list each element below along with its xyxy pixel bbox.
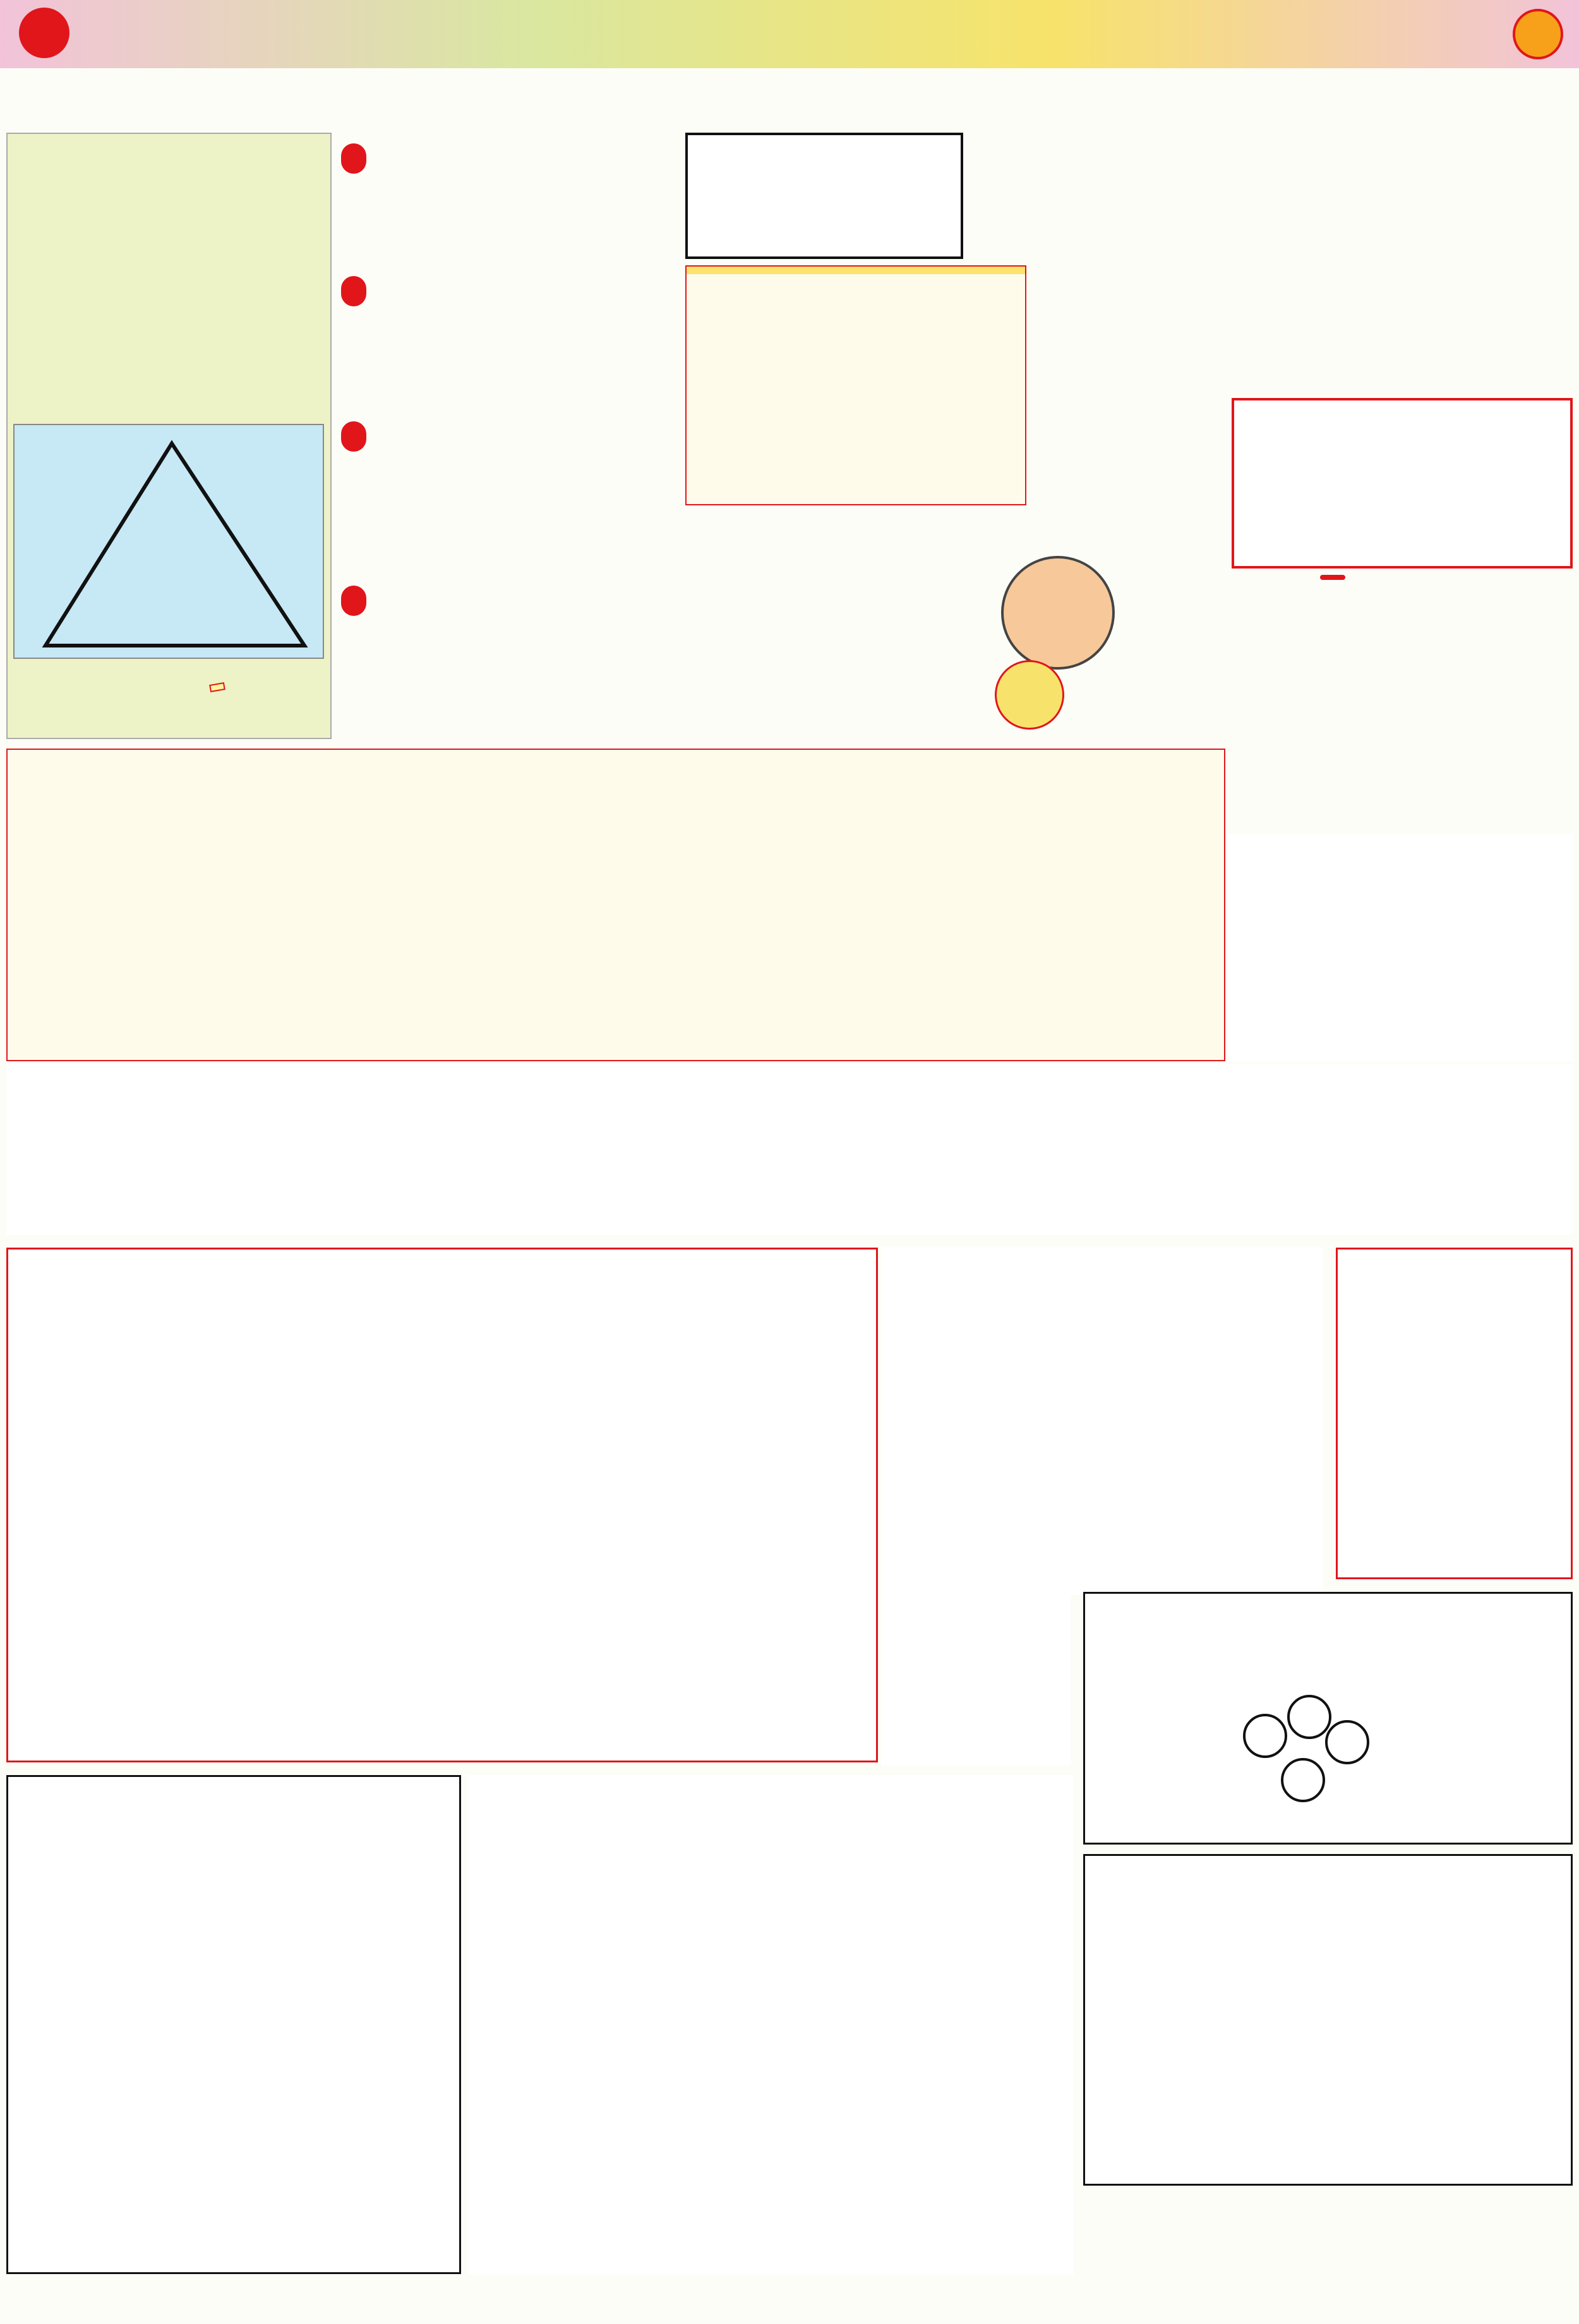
analysis-block-special <box>341 145 682 179</box>
apple-inner-title <box>467 1775 1074 1785</box>
trend-chart <box>8 800 1227 1059</box>
apple-king-panel <box>6 1775 461 2274</box>
joke-body <box>8 1787 459 1792</box>
best-number <box>995 660 1064 730</box>
circle-number <box>1287 1695 1331 1739</box>
top-left-panel <box>6 133 332 739</box>
history-panel <box>685 265 1026 505</box>
banner-tips <box>6 1064 1573 1235</box>
history-side-text <box>1030 265 1232 505</box>
circle-number <box>1325 1720 1369 1764</box>
brand-logo <box>1513 9 1563 59</box>
strong-code-circles <box>1243 1695 1369 1821</box>
apple-inner-panel <box>467 1775 1074 2274</box>
asia-one-panel <box>305 1508 596 1521</box>
analysis-tag <box>341 421 366 452</box>
hk-fax-panel <box>881 1595 1071 1766</box>
asia-inner-panel <box>305 1256 596 1265</box>
hk-horse-panel <box>881 1248 1323 1595</box>
strong-code-panel <box>1083 1592 1573 1845</box>
humor-title <box>1085 1856 1571 1866</box>
history-title <box>687 267 1025 274</box>
hk50000-panel <box>21 1256 286 1265</box>
analysis-column <box>341 133 682 739</box>
mascot-area <box>685 550 1216 739</box>
online-title <box>1234 400 1570 408</box>
hot-panel <box>1232 575 1484 783</box>
no-show-panel <box>1336 1248 1573 1579</box>
online-sub <box>1234 408 1570 413</box>
hot-label <box>1320 575 1345 580</box>
no-show-title <box>1338 1249 1571 1257</box>
analysis-tag <box>341 586 366 616</box>
analysis-tag <box>341 276 366 306</box>
top-right-panel <box>1232 265 1573 569</box>
apple-king-title <box>8 1777 459 1787</box>
analysis-block-multi <box>341 587 682 621</box>
four-char-panel <box>615 1256 867 1265</box>
middle-grid <box>6 1248 878 1762</box>
circle-number <box>1281 1758 1325 1802</box>
triangle-graphic <box>8 418 333 671</box>
four-zodiac-panel <box>21 1534 286 1538</box>
humor-panel <box>1083 1854 1573 2186</box>
analysis-block-single <box>341 278 682 311</box>
mascot-face <box>1001 556 1115 670</box>
logo <box>19 8 69 58</box>
header-banner <box>0 0 1579 68</box>
big-small-panel <box>615 1521 867 1530</box>
analysis-block-banker <box>341 423 682 457</box>
circle-number <box>1243 1714 1287 1758</box>
online-ticket-box <box>1232 398 1573 569</box>
number-count-panel <box>1228 834 1573 1061</box>
analysis-tag <box>341 143 366 174</box>
big-numbers-box <box>685 133 963 259</box>
trend-banner <box>209 682 225 692</box>
trend-section <box>6 749 1225 1061</box>
